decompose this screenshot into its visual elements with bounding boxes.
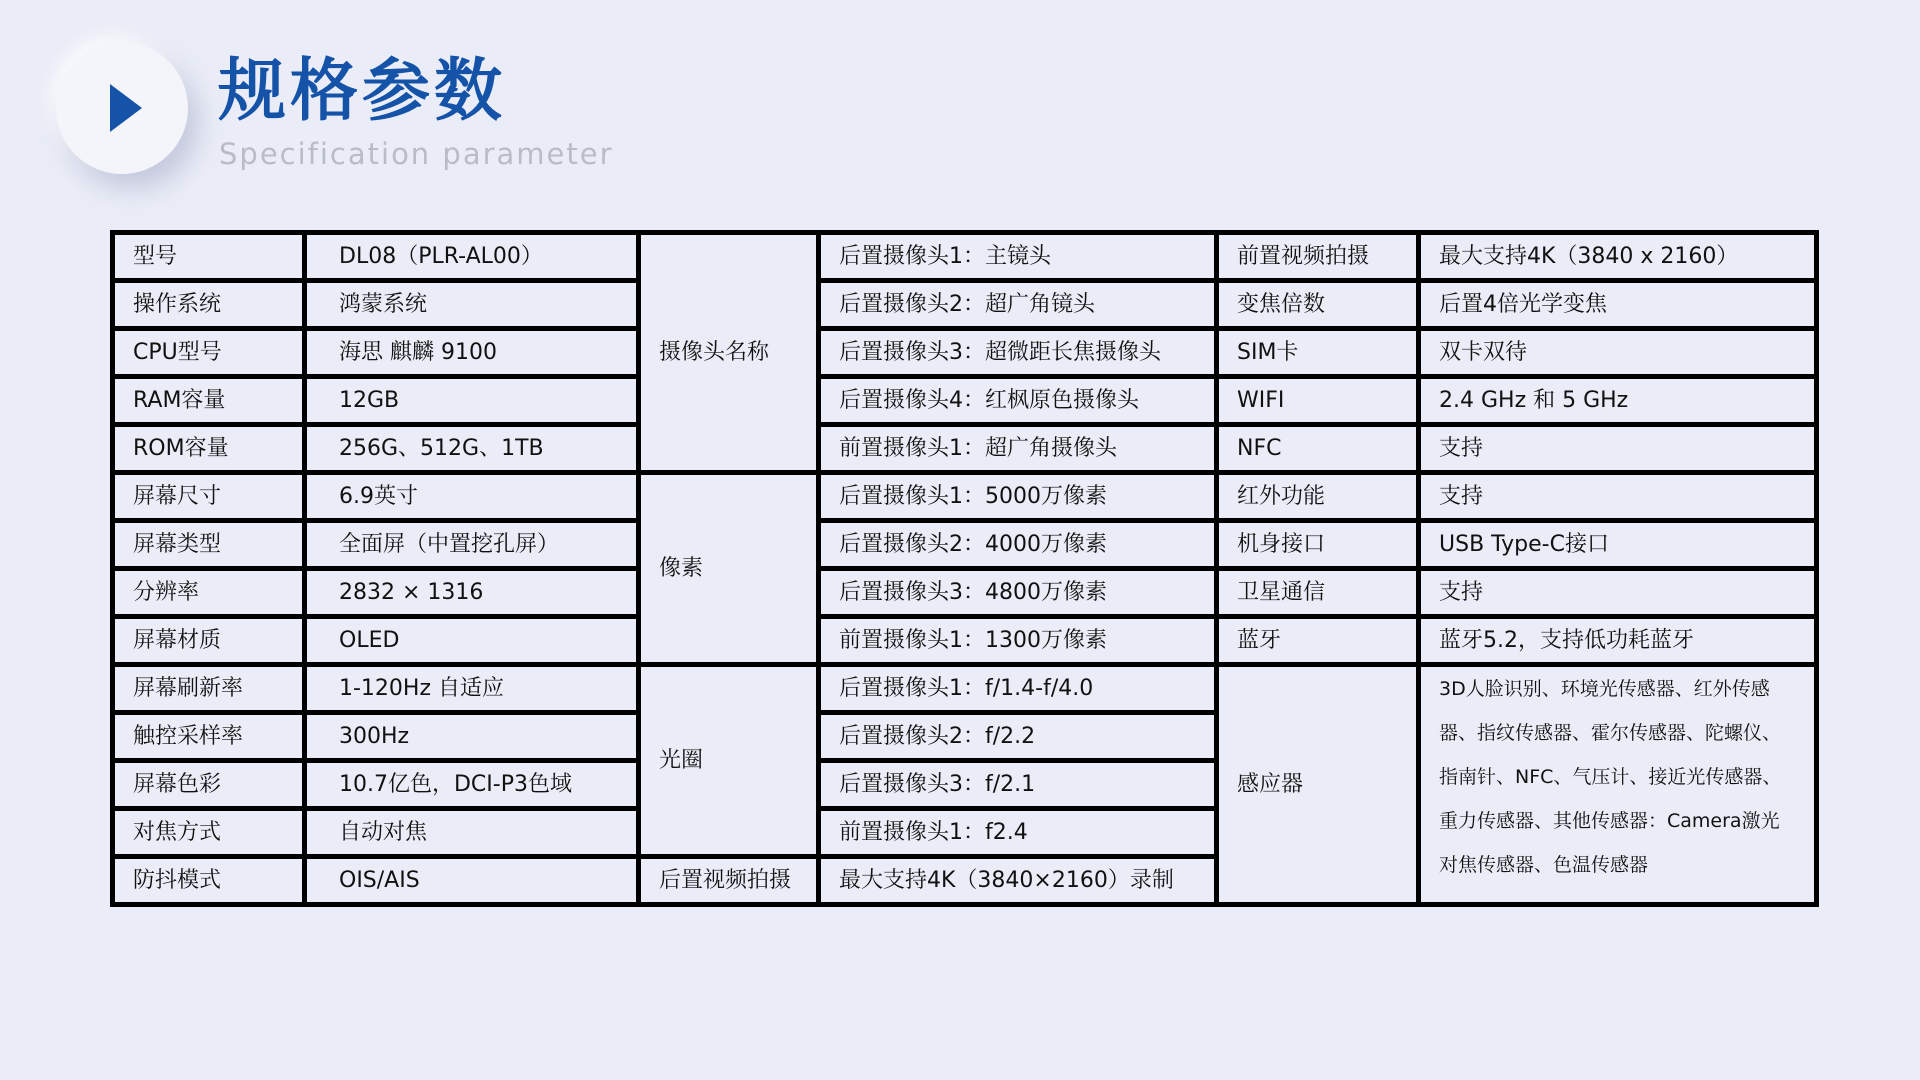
spec-value: 自动对焦 xyxy=(305,809,639,857)
spec-value: 最大支持4K（3840×2160）录制 xyxy=(819,857,1217,905)
table-row xyxy=(113,281,1817,329)
spec-value: 后置摄像头1：f/1.4-f/4.0 xyxy=(819,665,1217,713)
spec-label: 防抖模式 xyxy=(113,857,305,905)
spec-value: 后置摄像头2：超广角镜头 xyxy=(819,281,1217,329)
spec-label: RAM容量 xyxy=(113,377,305,425)
spec-value: 3D人脸识别、环境光传感器、红外传感器、指纹传感器、霍尔传感器、陀螺仪、指南针、NFC、气压计、接近光传感器、重力传感器、其他传感器：Camera激光对焦传感器、色温传感器 xyxy=(1419,665,1817,905)
spec-group-label: 后置视频拍摄 xyxy=(639,857,819,905)
spec-value: 2832 × 1316 xyxy=(305,569,639,617)
spec-label: 操作系统 xyxy=(113,281,305,329)
spec-label: 触控采样率 xyxy=(113,713,305,761)
spec-value: 后置摄像头2：f/2.2 xyxy=(819,713,1217,761)
spec-value: 300Hz xyxy=(305,713,639,761)
spec-value: DL08（PLR-AL00） xyxy=(305,233,639,281)
table-row xyxy=(113,617,1817,665)
spec-value: 6.9英寸 xyxy=(305,473,639,521)
spec-value: 后置摄像头2：4000万像素 xyxy=(819,521,1217,569)
spec-label: ROM容量 xyxy=(113,425,305,473)
table-row xyxy=(113,377,1817,425)
spec-value: 双卡双待 xyxy=(1419,329,1817,377)
spec-label: 感应器 xyxy=(1217,665,1419,905)
table-row xyxy=(113,329,1817,377)
spec-value: 后置摄像头3：超微距长焦摄像头 xyxy=(819,329,1217,377)
spec-value: 10.7亿色，DCI-P3色域 xyxy=(305,761,639,809)
spec-label: 变焦倍数 xyxy=(1217,281,1419,329)
spec-value: 1-120Hz 自适应 xyxy=(305,665,639,713)
page-subtitle: Specification parameter xyxy=(219,137,614,171)
spec-value: OLED xyxy=(305,617,639,665)
spec-value: 蓝牙5.2，支持低功耗蓝牙 xyxy=(1419,617,1817,665)
spec-group-label: 光圈 xyxy=(639,665,819,857)
table-row xyxy=(113,425,1817,473)
spec-value: 后置摄像头1：主镜头 xyxy=(819,233,1217,281)
spec-table xyxy=(110,230,1819,907)
spec-value: 12GB xyxy=(305,377,639,425)
spec-label: 型号 xyxy=(113,233,305,281)
spec-label: 屏幕色彩 xyxy=(113,761,305,809)
spec-label: SIM卡 xyxy=(1217,329,1419,377)
spec-value: 后置4倍光学变焦 xyxy=(1419,281,1817,329)
page-title: 规格参数 xyxy=(218,52,507,131)
spec-label: 蓝牙 xyxy=(1217,617,1419,665)
spec-value: OIS/AIS xyxy=(305,857,639,905)
table-row xyxy=(113,233,1817,281)
spec-value: 前置摄像头1：f2.4 xyxy=(819,809,1217,857)
spec-label: 卫星通信 xyxy=(1217,569,1419,617)
table-row xyxy=(113,665,1817,713)
spec-group-label: 摄像头名称 xyxy=(639,233,819,473)
spec-label: 屏幕材质 xyxy=(113,617,305,665)
spec-value: 海思 麒麟 9100 xyxy=(305,329,639,377)
spec-value: 支持 xyxy=(1419,473,1817,521)
play-badge xyxy=(56,42,188,174)
spec-label: 红外功能 xyxy=(1217,473,1419,521)
spec-label: 分辨率 xyxy=(113,569,305,617)
spec-label: NFC xyxy=(1217,425,1419,473)
spec-value: USB Type-C接口 xyxy=(1419,521,1817,569)
spec-group-label: 像素 xyxy=(639,473,819,665)
spec-label: 屏幕刷新率 xyxy=(113,665,305,713)
spec-value: 前置摄像头1：超广角摄像头 xyxy=(819,425,1217,473)
spec-value: 最大支持4K（3840 x 2160） xyxy=(1419,233,1817,281)
play-icon xyxy=(110,84,142,132)
spec-value: 后置摄像头3：f/2.1 xyxy=(819,761,1217,809)
spec-value: 前置摄像头1：1300万像素 xyxy=(819,617,1217,665)
spec-label: CPU型号 xyxy=(113,329,305,377)
spec-value: 鸿蒙系统 xyxy=(305,281,639,329)
spec-value: 256G、512G、1TB xyxy=(305,425,639,473)
spec-label: 对焦方式 xyxy=(113,809,305,857)
spec-label: 机身接口 xyxy=(1217,521,1419,569)
spec-value: 后置摄像头1：5000万像素 xyxy=(819,473,1217,521)
spec-value: 支持 xyxy=(1419,425,1817,473)
spec-label: 前置视频拍摄 xyxy=(1217,233,1419,281)
table-row xyxy=(113,521,1817,569)
spec-value: 2.4 GHz 和 5 GHz xyxy=(1419,377,1817,425)
spec-value: 后置摄像头4：红枫原色摄像头 xyxy=(819,377,1217,425)
spec-label: 屏幕尺寸 xyxy=(113,473,305,521)
spec-value: 支持 xyxy=(1419,569,1817,617)
spec-value: 全面屏（中置挖孔屏） xyxy=(305,521,639,569)
spec-label: WIFI xyxy=(1217,377,1419,425)
table-row xyxy=(113,473,1817,521)
spec-label: 屏幕类型 xyxy=(113,521,305,569)
table-row xyxy=(113,569,1817,617)
spec-value: 后置摄像头3：4800万像素 xyxy=(819,569,1217,617)
